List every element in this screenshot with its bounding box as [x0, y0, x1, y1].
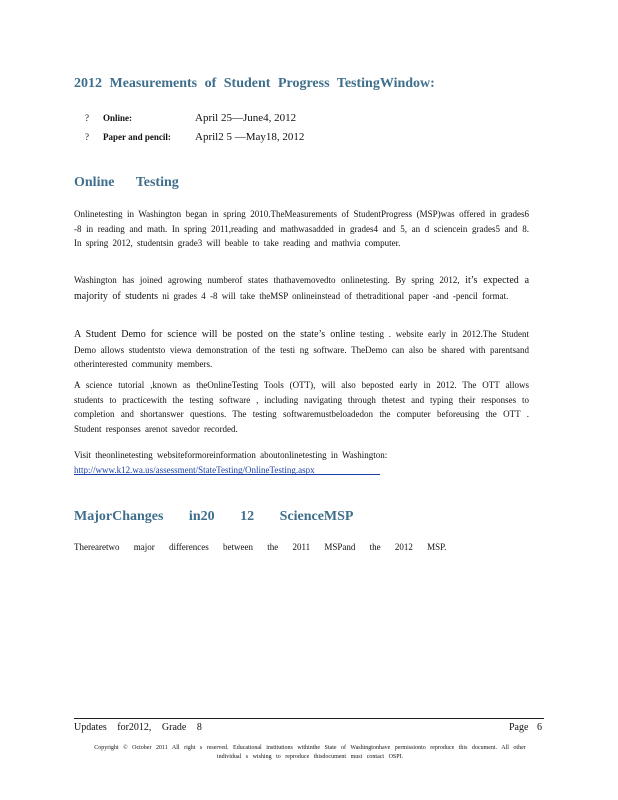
visit-text: Visit theonlinetesting websiteformoreinformation aboutonlinetesting in Washington:	[74, 450, 388, 460]
paragraph-majority-emphasis: it’s expected a majority of students	[74, 275, 530, 302]
paragraph-majority	[74, 273, 529, 304]
online-window-label: Online:	[103, 113, 133, 123]
testing-window-heading: 2012 Measurements of Student Progress TestingWindow:	[74, 76, 435, 91]
footer-title: Updates for2012, Grade 8	[74, 722, 202, 733]
paper-window-item	[74, 119, 304, 155]
copyright-notice: Copyright © October 2011 All right s reserved. Educational institutions withinthe State of Washingtonhave permissionto reproduce this document. All other individual s wishing to reproduce thisdocument must contact OSPI.	[94, 745, 526, 760]
page-number: Page 6	[509, 722, 542, 733]
paper-window-label: Paper and pencil:	[103, 132, 171, 142]
online-testing-heading: Online Testing	[74, 175, 179, 190]
online-testing-link[interactable]: http://www.k12.wa.us/assessment/StateTesting/OnlineTesting.aspx	[74, 464, 315, 475]
major-changes-heading: MajorChanges in20 12 ScienceMSP	[74, 509, 354, 524]
paper-window-dates: April2 5 —May18, 2012	[195, 131, 305, 143]
link-underline	[74, 474, 380, 475]
paragraph-differences: Therearetwo major differences between the 2011 MSPand the 2012 MSP.	[74, 542, 447, 552]
bullet-marker: ?	[85, 132, 89, 142]
paragraph-demo-rest: testing . website early in 2012.The Student Demo allows studentsto viewa demonstration of the testi ng software. TheDemo can also be shared with parentsand otherinterested community members.	[74, 329, 529, 369]
paragraph-student-demo	[74, 327, 529, 372]
paragraph-visit	[74, 448, 529, 477]
paragraph-demo-emphasis: A Student Demo for science will be posted on the state’s online	[74, 329, 356, 340]
paragraph-majority-intro: Washington has joined agrowing numberof states thathavemovedto onlinetesting. By spring 2012,	[74, 275, 460, 285]
bullet-marker: ?	[85, 113, 89, 123]
paragraph-tutorial: A science tutorial ,known as theOnlineTesting Tools (OTT), will also beposted early in 2012. The OTT allows students to practicewith the testing software , including navigating through thetest and typing their responses to completion and shortanswer questions. The testing softwaremustbeloadedon the computer beforeusing the OTT . Student responses arenot savedor recorded.	[74, 380, 529, 434]
paragraph-history: Onlinetesting in Washington began in spring 2010.TheMeasurements of StudentProgress (MSP)was offered in grades6 -8 in reading and math. In spring 2011,reading and mathwasadded in grades4 and 5, an d sciencein grades5 and 8. In spring 2012, studentsin grade3 will beable to take reading and mathvia computer.	[74, 209, 529, 248]
paragraph-majority-rest: ni grades 4 -8 will take theMSP onlineinstead of thetraditional paper -and -pencil format.	[162, 290, 509, 301]
footer-rule	[74, 718, 544, 719]
online-window-dates: April 25—June4, 2012	[195, 112, 297, 124]
